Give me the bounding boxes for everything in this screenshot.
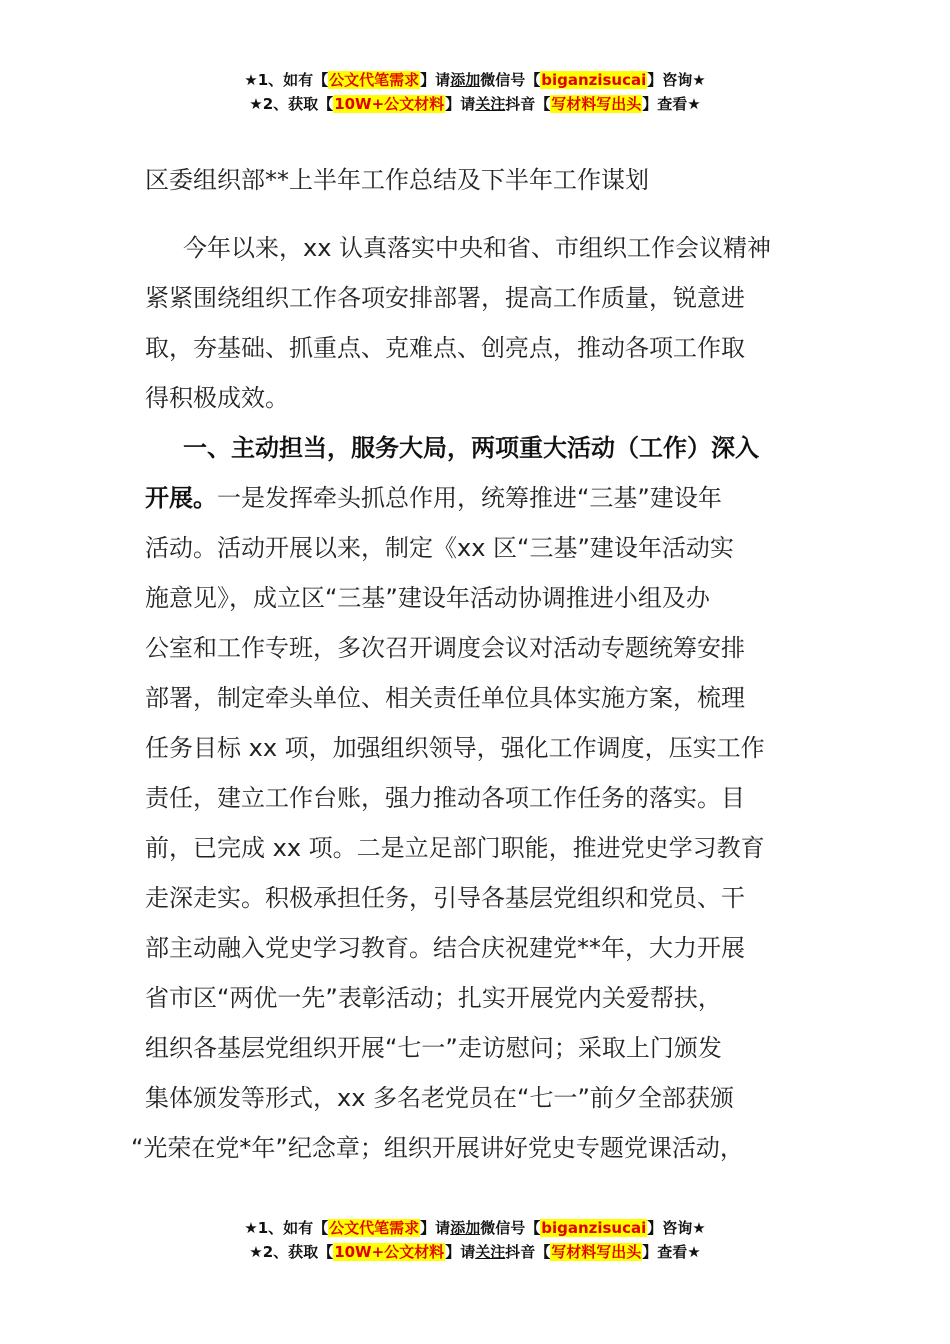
body-line: 省市区“两优一先”表彰活动；扎实开展党内关爱帮扶， — [145, 984, 722, 1012]
document-body — [131, 223, 810, 1173]
body-line: 得积极成效。 — [145, 384, 289, 412]
header-banner — [0, 68, 950, 116]
body-line: 紧紧围绕组织工作各项安排部署，提高工作质量，锐意进 — [145, 284, 745, 312]
body-line: 责任，建立工作台账，强力推动各项工作任务的落实。目 — [145, 784, 745, 812]
highlight-materials: 10W+公文材料 — [334, 1243, 445, 1261]
body-line: 组织各基层党组织开展“七一”走访慰问；采取上门颁发 — [145, 1034, 722, 1062]
highlight-materials: 10W+公文材料 — [334, 95, 445, 113]
highlight-douyin: 写材料写出头 — [551, 1243, 642, 1261]
document-title: 区委组织部**上半年工作总结及下半年工作谋划 — [145, 166, 649, 194]
banner-line-1: ★1、如有【公文代笔需求】请添加微信号【biganzisucai】咨询★ — [244, 1219, 706, 1237]
body-line: 前，已完成 xx 项。二是立足部门职能，推进党史学习教育 — [145, 834, 765, 862]
body-line: 今年以来，xx 认真落实中央和省、市组织工作会议精神 — [183, 234, 772, 262]
body-line: 部署，制定牵头单位、相关责任单位具体实施方案，梳理 — [145, 684, 745, 712]
body-line: 公室和工作专班，多次召开调度会议对活动专题统筹安排 — [145, 634, 745, 662]
banner-line-2: ★2、获取【10W+公文材料】请关注抖音【写材料写出头】查看★ — [249, 1243, 701, 1261]
section-heading: 一、主动担当，服务大局，两项重大活动（工作）深入 — [183, 434, 759, 462]
body-line: “光荣在党*年”纪念章；组织开展讲好党史专题党课活动， — [131, 1134, 744, 1162]
highlight-wechat-id: biganzisucai — [541, 1219, 647, 1237]
banner-line-1: ★1、如有【公文代笔需求】请添加微信号【biganzisucai】咨询★ — [244, 71, 706, 89]
body-line: 集体颁发等形式，xx 多名老党员在“七一”前夕全部获颁 — [145, 1084, 734, 1112]
body-line: 部主动融入党史学习教育。结合庆祝建党**年，大力开展 — [145, 934, 745, 962]
body-line: 取，夯基础、抓重点、克难点、创亮点，推动各项工作取 — [145, 334, 745, 362]
section-heading-end: 开展。 — [145, 484, 217, 512]
footer-banner — [0, 1216, 950, 1264]
highlight-wechat-id: biganzisucai — [541, 71, 647, 89]
highlight-douyin: 写材料写出头 — [551, 95, 642, 113]
body-line: 走深走实。积极承担任务，引导各基层党组织和党员、干 — [145, 884, 745, 912]
body-line: 施意见》，成立区“三基”建设年活动协调推进小组及办 — [145, 584, 710, 612]
body-line: 活动。活动开展以来，制定《xx 区“三基”建设年活动实 — [145, 534, 734, 562]
banner-line-2: ★2、获取【10W+公文材料】请关注抖音【写材料写出头】查看★ — [249, 95, 701, 113]
highlight-service: 公文代笔需求 — [329, 1219, 420, 1237]
body-line: 任务目标 xx 项，加强组织领导，强化工作调度，压实工作 — [145, 734, 765, 762]
highlight-service: 公文代笔需求 — [329, 71, 420, 89]
body-line: 开展。一是发挥牵头抓总作用，统筹推进“三基”建设年 — [145, 484, 722, 512]
